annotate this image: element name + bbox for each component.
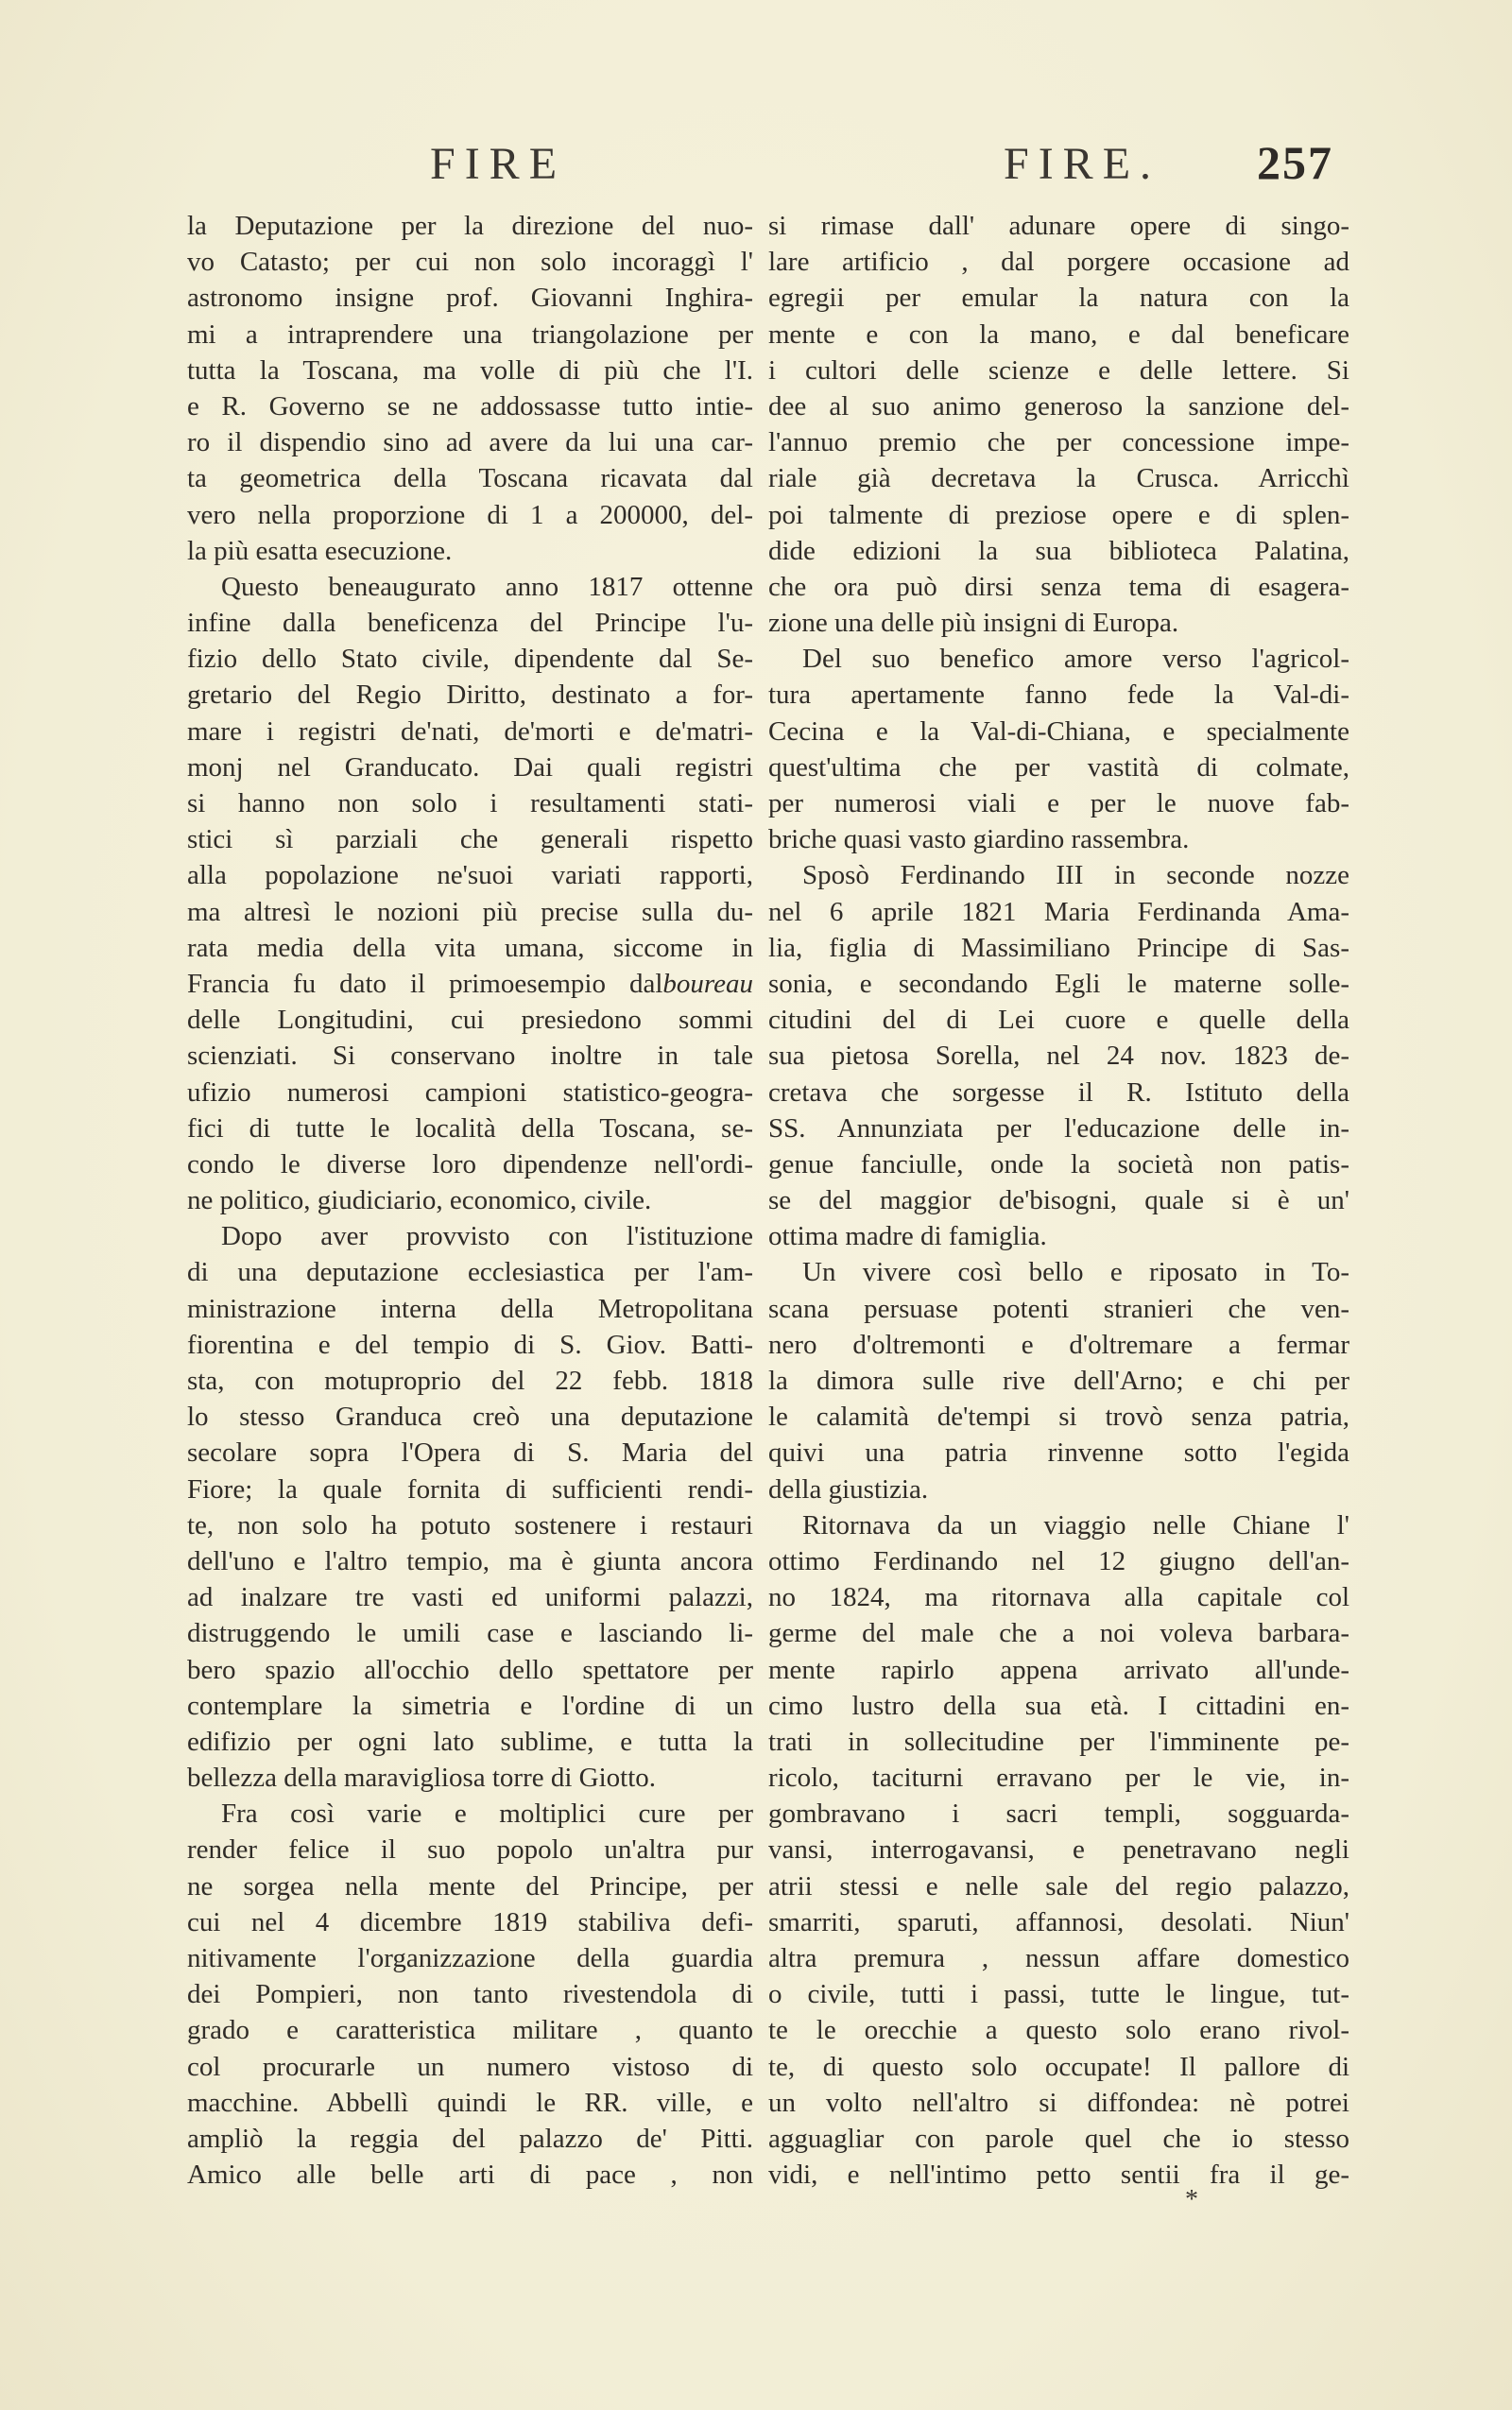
line-text: poi talmente di preziose opere e di splen- bbox=[768, 499, 1349, 530]
text-line bbox=[768, 1291, 1349, 1327]
line-text: Ritornava da un viaggio nelle Chiane l' bbox=[802, 1509, 1349, 1541]
text-line bbox=[187, 1976, 753, 2012]
text-line bbox=[187, 821, 753, 857]
text-line bbox=[187, 1182, 753, 1218]
line-text: dee al suo animo generoso la sanzione del- bbox=[768, 390, 1349, 422]
text-line bbox=[187, 1615, 753, 1651]
line-text: infine dalla beneficenza del Principe l'u- bbox=[187, 608, 753, 639]
line-text: condo le diverse loro dipendenze nell'ordi- bbox=[187, 1148, 753, 1179]
line-text: dell'uno e l'altro tempio, ma è giunta ancora bbox=[187, 1545, 753, 1576]
line-text: la Deputazione per la direzione del nuo- bbox=[187, 211, 753, 241]
text-line bbox=[768, 1940, 1349, 1976]
text-line bbox=[768, 1507, 1349, 1543]
line-text: le calamità de'tempi si trovò senza patria, bbox=[768, 1402, 1349, 1433]
line-text: distruggendo le umili case e lasciando li- bbox=[187, 1618, 753, 1649]
text-line bbox=[768, 1976, 1349, 2012]
line-text: atrii stessi e nelle sale del regio palazzo, bbox=[768, 1870, 1349, 1902]
line-text: ottimo Ferdinando nel 12 giugno dell'an- bbox=[768, 1545, 1349, 1576]
line-text: Del suo benefico amore verso l'agricol- bbox=[802, 644, 1349, 675]
line-text: vansi, interrogavansi, e penetravano negli bbox=[768, 1834, 1349, 1866]
line-text: ta geometrica della Toscana ricavata dal bbox=[187, 463, 753, 494]
line-text: Amico alle belle arti di pace , non bbox=[187, 2160, 753, 2191]
text-line bbox=[187, 208, 753, 244]
text-line bbox=[768, 1760, 1349, 1796]
line-text: render felice il suo popolo un'altra pur bbox=[187, 1834, 753, 1866]
text-line bbox=[187, 1760, 753, 1796]
text-line bbox=[768, 424, 1349, 460]
text-line bbox=[187, 1543, 753, 1579]
text-line bbox=[768, 1543, 1349, 1579]
line-text: bellezza della maravigliosa torre di Giotto. bbox=[187, 1763, 657, 1794]
text-line bbox=[768, 1579, 1349, 1615]
line-text: quest'ultima che per vastità di colmate, bbox=[768, 751, 1349, 783]
line-text: sua pietosa Sorella, nel 24 nov. 1823 de- bbox=[768, 1041, 1349, 1072]
text-line bbox=[768, 785, 1349, 821]
line-text: ma altresì le nozioni più precise sulla du- bbox=[187, 896, 753, 927]
running-head-left: FIRE bbox=[430, 139, 567, 189]
text-line bbox=[768, 1868, 1349, 1904]
line-text: trati in sollecitudine per l'imminente pe- bbox=[768, 1726, 1349, 1757]
italic-word: boureau bbox=[662, 968, 753, 999]
line-text: Un vivere così bello e riposato in To- bbox=[802, 1257, 1349, 1288]
line-text: germe del male che a noi voleva barbara- bbox=[768, 1618, 1349, 1649]
line-text: lo stesso Granduca creò una deputazione bbox=[187, 1402, 753, 1433]
text-line bbox=[187, 424, 753, 460]
line-text: citudini del di Lei cuore e quelle della bbox=[768, 1005, 1349, 1036]
text-line bbox=[768, 1435, 1349, 1471]
line-text: si hanno non solo i resultamenti stati- bbox=[187, 788, 753, 818]
text-line bbox=[768, 1832, 1349, 1868]
text-line bbox=[187, 1075, 753, 1110]
line-text: gombravano i sacri templi, sogguarda- bbox=[768, 1799, 1349, 1830]
line-text: ufizio numerosi campioni statistico-geogra- bbox=[187, 1076, 753, 1108]
line-text: e R. Governo se ne addossasse tutto intie- bbox=[187, 390, 753, 422]
text-line bbox=[768, 677, 1349, 713]
line-text: cui nel 4 dicembre 1819 stabiliva defi- bbox=[187, 1906, 753, 1937]
text-line bbox=[768, 966, 1349, 1002]
paragraph bbox=[768, 857, 1349, 1254]
text-line bbox=[768, 353, 1349, 388]
text-line bbox=[768, 208, 1349, 244]
text-line bbox=[187, 641, 753, 677]
line-text: lia, figlia di Massimiliano Principe di Sas- bbox=[768, 932, 1349, 963]
text-line bbox=[768, 2012, 1349, 2048]
paragraph bbox=[187, 1796, 753, 2193]
text-line bbox=[187, 2012, 753, 2048]
line-text: se del maggior de'bisogni, quale si è un' bbox=[768, 1185, 1349, 1216]
text-line bbox=[768, 317, 1349, 353]
paragraph bbox=[768, 208, 1349, 641]
line-text: te, di questo solo occupate! Il pallore di bbox=[768, 2051, 1349, 2082]
line-text: egregii per emular la natura con la bbox=[768, 283, 1349, 314]
line-text: Fra così varie e moltiplici cure per bbox=[221, 1799, 753, 1830]
text-line bbox=[187, 1363, 753, 1399]
text-line bbox=[187, 569, 753, 605]
line-text: alla popolazione ne'suoi variati rapporti, bbox=[187, 860, 753, 891]
line-text: nel 6 aprile 1821 Maria Ferdinanda Ama- bbox=[768, 896, 1349, 927]
text-line bbox=[187, 1218, 753, 1254]
line-text: vo Catasto; per cui non solo incoraggì l' bbox=[187, 247, 753, 278]
line-text: di una deputazione ecclesiastica per l'am- bbox=[187, 1257, 753, 1288]
line-text: vero nella proporzione di 1 a 200000, del- bbox=[187, 499, 753, 530]
paragraph bbox=[187, 208, 753, 569]
text-line bbox=[187, 244, 753, 280]
line-text: contemplare la simetria e l'ordine di un bbox=[187, 1690, 753, 1721]
line-text: col procurarle un numero vistoso di bbox=[187, 2051, 753, 2082]
text-line bbox=[187, 1796, 753, 1832]
text-line bbox=[768, 1652, 1349, 1688]
line-text: edifizio per ogni lato sublime, e tutta la bbox=[187, 1726, 753, 1757]
line-text: si rimase dall' adunare opere di singo- bbox=[768, 211, 1349, 241]
line-text: Fiore; la quale fornita di sufficienti rendi- bbox=[187, 1473, 753, 1505]
line-text: mare i registri de'nati, de'morti e de'matri- bbox=[187, 715, 753, 747]
line-text: Francia fu dato il primoesempio dal bbox=[187, 968, 663, 999]
text-line bbox=[768, 1472, 1349, 1507]
line-text: ro il dispendio sino ad avere da lui una car- bbox=[187, 427, 753, 458]
line-text: no 1824, ma ritornava alla capitale col bbox=[768, 1582, 1349, 1613]
text-line bbox=[187, 677, 753, 713]
line-text: della giustizia. bbox=[768, 1473, 929, 1505]
paragraph bbox=[768, 641, 1349, 857]
text-line bbox=[187, 894, 753, 930]
text-line bbox=[768, 605, 1349, 641]
text-line bbox=[768, 1615, 1349, 1651]
line-text: nero d'oltremonti e d'oltremare a fermar bbox=[768, 1329, 1349, 1360]
line-text: scana persuase potenti stranieri che ven- bbox=[768, 1293, 1349, 1324]
line-text: te, non solo ha potuto sostenere i restauri bbox=[187, 1509, 753, 1541]
text-line bbox=[768, 1110, 1349, 1146]
text-line bbox=[768, 569, 1349, 605]
text-line bbox=[768, 1724, 1349, 1760]
line-text: sta, con motuproprio del 22 febb. 1818 bbox=[187, 1366, 753, 1396]
line-text: monj nel Granducato. Dai quali registri bbox=[187, 751, 753, 783]
text-line bbox=[187, 1038, 753, 1074]
line-text: te le orecchie a questo solo erano rivol- bbox=[768, 2015, 1349, 2046]
text-line bbox=[187, 1940, 753, 1976]
text-line bbox=[768, 1182, 1349, 1218]
line-text: delle Longitudini, cui presiedono sommi bbox=[187, 1005, 753, 1036]
line-text: per numerosi viali e per le nuove fab- bbox=[768, 788, 1349, 818]
text-line bbox=[187, 460, 753, 496]
text-line bbox=[187, 1110, 753, 1146]
line-text: quivi una patria rinvenne sotto l'egida bbox=[768, 1437, 1349, 1469]
line-text: genue fanciulle, onde la società non patis- bbox=[768, 1148, 1349, 1179]
text-line bbox=[187, 1435, 753, 1471]
line-text: agguagliar con parole quel che io stesso bbox=[768, 2123, 1349, 2154]
text-line bbox=[768, 1363, 1349, 1399]
text-line bbox=[187, 533, 753, 569]
line-text: o civile, tutti i passi, tutte le lingue, tut- bbox=[768, 1979, 1349, 2010]
line-text: l'annuo premio che per concessione impe- bbox=[768, 427, 1349, 458]
signature-mark: * bbox=[1185, 2185, 1198, 2214]
text-line bbox=[187, 1904, 753, 1940]
line-text: che ora può dirsi senza tema di esagera- bbox=[768, 571, 1349, 602]
text-line bbox=[187, 1002, 753, 1038]
text-line bbox=[187, 1688, 753, 1724]
paragraph bbox=[768, 1507, 1349, 2194]
paragraph bbox=[768, 1254, 1349, 1506]
text-line bbox=[768, 1904, 1349, 1940]
text-line bbox=[768, 388, 1349, 424]
line-text: ministrazione interna della Metropolitana bbox=[187, 1293, 753, 1324]
line-text: bero spazio all'occhio dello spettatore per bbox=[187, 1654, 753, 1685]
line-text: tutta la Toscana, ma volle di più che l'I. bbox=[187, 354, 753, 386]
text-line bbox=[768, 1038, 1349, 1074]
line-text: mente rapirlo appena arrivato all'unde- bbox=[768, 1654, 1349, 1685]
text-line bbox=[187, 2049, 753, 2085]
text-line bbox=[187, 1507, 753, 1543]
text-line bbox=[187, 388, 753, 424]
text-line bbox=[768, 2157, 1349, 2193]
line-text: fizio dello Stato civile, dipendente dal Se- bbox=[187, 644, 753, 675]
text-line bbox=[768, 821, 1349, 857]
line-text: Sposò Ferdinando III in seconde nozze bbox=[802, 860, 1349, 891]
line-text: ne sorgea nella mente del Principe, per bbox=[187, 1870, 753, 1902]
text-line bbox=[187, 353, 753, 388]
text-line bbox=[768, 714, 1349, 749]
line-text: mi a intraprendere una triangolazione per bbox=[187, 318, 753, 350]
text-line bbox=[187, 857, 753, 893]
line-text: gretario del Regio Diritto, destinato a for- bbox=[187, 680, 753, 711]
text-line bbox=[768, 930, 1349, 966]
text-line bbox=[187, 2121, 753, 2157]
text-line bbox=[768, 280, 1349, 316]
line-text: Dopo aver provvisto con l'istituzione bbox=[221, 1221, 753, 1252]
text-line bbox=[768, 641, 1349, 677]
text-line bbox=[768, 1254, 1349, 1290]
line-text: ad inalzare tre vasti ed uniformi palazzi, bbox=[187, 1582, 753, 1613]
text-line bbox=[768, 244, 1349, 280]
text-line bbox=[768, 1796, 1349, 1832]
line-text: nitivamente l'organizzazione della guardia bbox=[187, 1943, 753, 1973]
line-text: secolare sopra l'Opera di S. Maria del bbox=[187, 1437, 753, 1469]
line-text: dei Pompieri, non tanto rivestendola di bbox=[187, 1979, 753, 2010]
text-line bbox=[768, 1688, 1349, 1724]
line-text: Questo beneaugurato anno 1817 ottenne bbox=[221, 571, 753, 602]
line-text: altra premura , nessun affare domestico bbox=[768, 1943, 1349, 1973]
text-line bbox=[187, 1652, 753, 1688]
text-line bbox=[187, 749, 753, 785]
text-line bbox=[768, 894, 1349, 930]
line-text: lare artificio , dal porgere occasione ad bbox=[768, 247, 1349, 278]
text-line bbox=[187, 2157, 753, 2193]
text-line bbox=[187, 785, 753, 821]
text-line bbox=[768, 460, 1349, 496]
text-line bbox=[187, 1291, 753, 1327]
line-text: vidi, e nell'intimo petto sentii fra il ge- bbox=[768, 2160, 1349, 2191]
line-text: la più esatta esecuzione. bbox=[187, 535, 453, 566]
text-line bbox=[768, 1327, 1349, 1363]
text-line bbox=[768, 497, 1349, 533]
text-line bbox=[187, 1832, 753, 1868]
text-line bbox=[187, 2085, 753, 2121]
line-text: stici sì parziali che generali rispetto bbox=[187, 824, 753, 855]
line-text: ottima madre di famiglia. bbox=[768, 1221, 1047, 1252]
line-text: grado e caratteristica militare , quanto bbox=[187, 2015, 753, 2046]
line-text: un volto nell'altro si diffondea: nè potrei bbox=[768, 2087, 1349, 2118]
line-text: dide edizioni la sua biblioteca Palatina, bbox=[768, 535, 1349, 566]
text-line bbox=[187, 930, 753, 966]
line-text: cretava che sorgesse il R. Istituto della bbox=[768, 1076, 1349, 1108]
text-line bbox=[768, 1146, 1349, 1182]
text-line bbox=[187, 1327, 753, 1363]
line-text: astronomo insigne prof. Giovanni Inghira- bbox=[187, 283, 753, 314]
text-line bbox=[768, 857, 1349, 893]
line-text: ricolo, taciturni erravano per le vie, in- bbox=[768, 1763, 1349, 1794]
text-column-left bbox=[187, 208, 753, 2193]
text-line bbox=[187, 966, 753, 1002]
line-text: zione una delle più insigni di Europa. bbox=[768, 608, 1179, 639]
line-text: la dimora sulle rive dell'Arno; e chi per bbox=[768, 1366, 1349, 1396]
text-line bbox=[187, 1868, 753, 1904]
line-text: tura apertamente fanno fede la Val-di- bbox=[768, 680, 1349, 711]
text-line bbox=[187, 317, 753, 353]
line-text: ampliò la reggia del palazzo de' Pitti. bbox=[187, 2123, 753, 2154]
line-text: SS. Annunziata per l'educazione delle in- bbox=[768, 1112, 1349, 1144]
text-line bbox=[187, 1146, 753, 1182]
text-line bbox=[768, 533, 1349, 569]
line-text: riale già decretava la Crusca. Arricchì bbox=[768, 463, 1349, 494]
line-text: ne politico, giudiciario, economico, civile. bbox=[187, 1185, 652, 1216]
text-line bbox=[187, 1472, 753, 1507]
text-line bbox=[768, 1399, 1349, 1435]
text-line bbox=[768, 749, 1349, 785]
text-line bbox=[187, 1254, 753, 1290]
text-line bbox=[187, 714, 753, 749]
line-text: scienziati. Si conservano inoltre in tale bbox=[187, 1041, 753, 1072]
text-line bbox=[768, 1002, 1349, 1038]
text-line bbox=[768, 1075, 1349, 1110]
text-line bbox=[768, 1218, 1349, 1254]
line-text: Cecina e la Val-di-Chiana, e specialmente bbox=[768, 715, 1349, 747]
line-text: sonia, e secondando Egli le materne solle- bbox=[768, 968, 1349, 999]
running-head-right: FIRE. bbox=[1004, 139, 1161, 189]
page-number: 257 bbox=[1257, 136, 1333, 189]
text-line bbox=[187, 497, 753, 533]
text-line bbox=[187, 280, 753, 316]
text-line bbox=[187, 1579, 753, 1615]
line-text: macchine. Abbellì quindi le RR. ville, e bbox=[187, 2087, 753, 2118]
line-text: smarriti, sparuti, affannosi, desolati. Niun' bbox=[768, 1906, 1349, 1937]
text-column-right bbox=[768, 208, 1349, 2193]
text-line bbox=[768, 2085, 1349, 2121]
line-text: rata media della vita umana, siccome in bbox=[187, 932, 753, 963]
line-text: cimo lustro della sua età. I cittadini en- bbox=[768, 1690, 1349, 1721]
line-text: mente e con la mano, e dal beneficare bbox=[768, 318, 1349, 350]
text-line bbox=[768, 2049, 1349, 2085]
line-text: briche quasi vasto giardino rassembra. bbox=[768, 824, 1190, 855]
line-text: fici di tutte le località della Toscana, se- bbox=[187, 1112, 753, 1144]
line-text: i cultori delle scienze e delle lettere. Si bbox=[768, 354, 1349, 386]
paragraph bbox=[187, 1218, 753, 1796]
line-text: fiorentina e del tempio di S. Giov. Batti- bbox=[187, 1329, 753, 1360]
text-line bbox=[187, 1724, 753, 1760]
text-line bbox=[768, 2121, 1349, 2157]
paragraph bbox=[187, 569, 753, 1218]
text-line bbox=[187, 605, 753, 641]
text-line bbox=[187, 1399, 753, 1435]
